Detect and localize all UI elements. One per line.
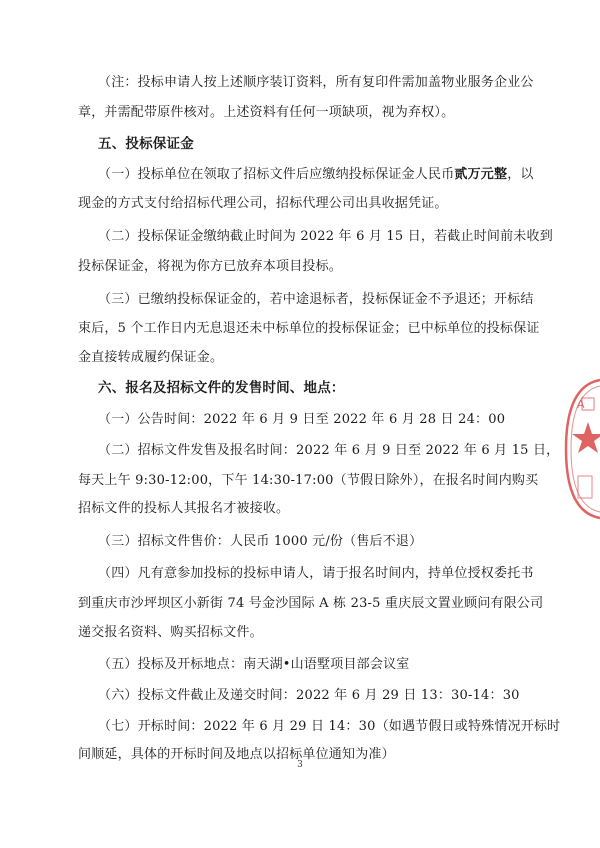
section-6-item-7-line-1: （七）开标时间：2022 年 6 月 29 日 14：30（如遇节假日或特殊情况开标时 — [98, 719, 561, 734]
svg-text:A: A — [577, 398, 585, 411]
section-5-para-2-line-1: （二）投标保证金缴纳截止时间为 2022 年 6 月 15 日，若截止时间前未收到 — [98, 229, 553, 244]
section-5-para-3-line-3: 金直接转成履约保证金。 — [78, 350, 224, 365]
company-seal-stamp — [560, 378, 600, 520]
section-5-heading: 五、投标保证金 — [98, 136, 194, 152]
section-6-item-7-line-2: 间顺延，具体的开标时间及地点以招标单位通知为准） — [78, 747, 395, 762]
section-6-item-6: （六）投标文件截止及递交时间：2022 年 6 月 29 日 13：30-14：30 — [98, 688, 520, 703]
section-6-item-3: （三）招标文件售价：人民币 1000 元/份（售后不退） — [98, 534, 423, 549]
section-6-item-2-line-1: （二）招标文件发售及报名时间：2022 年 6 月 9 日至 2022 年 6 月 15 日， — [98, 443, 560, 458]
section-6-item-1: （一）公告时间：2022 年 6 月 9 日至 2022 年 6 月 28 日 24：00 — [98, 412, 506, 427]
note-line-1: （注：投标申请人按上述顺序装订资料，所有复印件需加盖物业服务企业公 — [98, 75, 534, 90]
section-5-para-2-line-2: 投标保证金，将视为你方已放弃本项目投标。 — [78, 259, 343, 274]
page-number: 3 — [297, 760, 303, 770]
section-6-item-4-line-2: 到重庆市沙坪坝区小新街 74 号金沙国际 A 栋 23-5 重庆辰文置业顾问有限公司 — [78, 596, 544, 611]
section-5-para-3-line-2: 束后，5 个工作日内无息退还未中标单位的投标保证金；已中标单位的投标保证 — [78, 321, 540, 336]
section-6-item-4-line-1: （四）凡有意参加投标的投标申请人，请于报名时间内，持单位授权委托书 — [98, 566, 534, 581]
section-5-para-3-line-1: （三）已缴纳投标保证金的，若中途退标者，投标保证金不予退还；开标结 — [98, 292, 534, 307]
para-text: ，以 — [507, 167, 534, 182]
section-6-item-5: （五）投标及开标地点：南天湖•山语墅项目部会议室 — [98, 657, 410, 672]
section-5-para-1-line-1 — [98, 166, 534, 184]
section-6-heading: 六、报名及招标文件的发售时间、地点： — [98, 380, 345, 396]
section-5-para-1-line-2: 现金的方式支付给招标代理公司，招标代理公司出具收据凭证。 — [78, 196, 448, 211]
deposit-amount: 贰万元整 — [454, 167, 508, 182]
para-text: （一）投标单位在领取了招标文件后应缴纳投标保证金人民币 — [98, 167, 455, 182]
section-6-item-4-line-3: 递交报名资料、购买招标文件。 — [78, 625, 263, 640]
section-6-item-2-line-2: 每天上午 9:30-12:00，下午 14:30-17:00（节假日除外），在报名时间内购买 — [78, 473, 539, 488]
note-line-2: 章，并需配带原件核对。上述资料有任何一项缺项，视为弃权）。 — [78, 105, 455, 120]
section-6-item-2-line-3: 招标文件的投标人其报名才被接收。 — [78, 501, 290, 516]
